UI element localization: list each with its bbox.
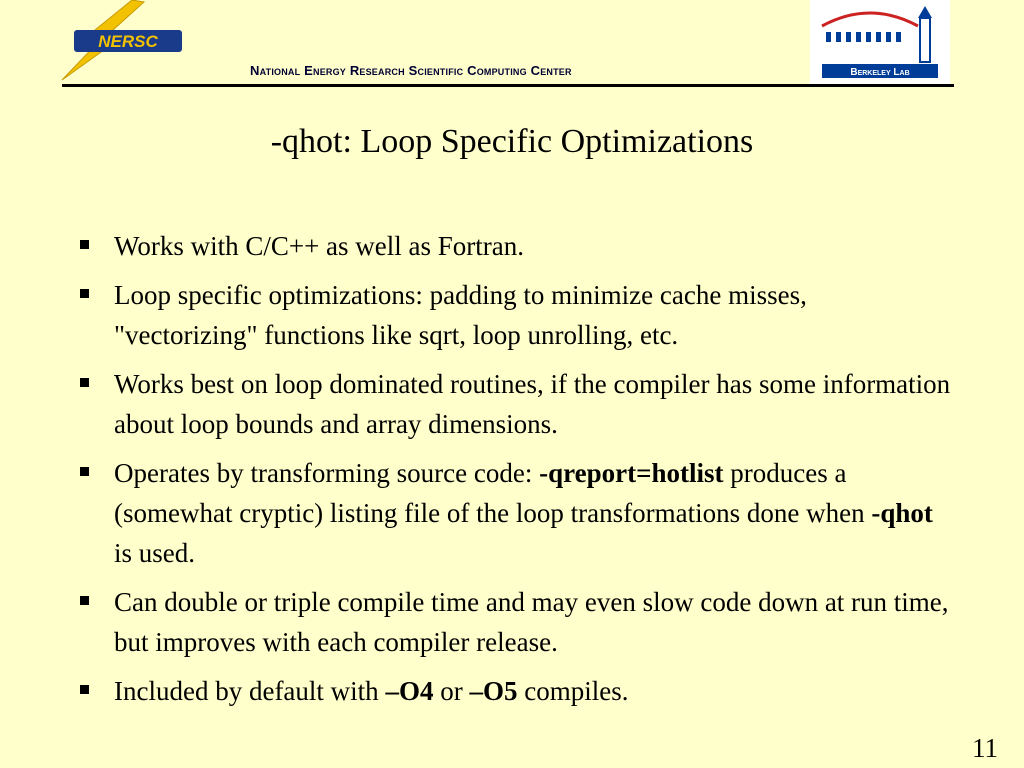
page-number: 11	[972, 733, 998, 763]
bullet-text: Can double or triple compile time and may even slow code down at run time, but improves with each compiler release.	[114, 587, 949, 657]
bullet-text: compiles.	[517, 676, 629, 706]
bullet-item	[76, 275, 956, 355]
bullet-text-bold: –O4	[385, 676, 434, 706]
slide-title: -qhot: Loop Specific Optimizations	[270, 123, 754, 160]
bullet-text: Works best on loop dominated routines, if the compiler has some information about loop bounds and array dimensions.	[114, 369, 951, 439]
bullet-text: or	[433, 676, 470, 706]
berkeley-lab-logo	[810, 0, 950, 84]
berkeley-logo-text: Berkeley Lab	[850, 67, 910, 78]
square-bullet-icon	[80, 378, 89, 387]
square-bullet-icon	[80, 685, 89, 694]
bullet-item	[76, 453, 956, 573]
bullet-text: Operates by transforming source code:	[114, 458, 540, 488]
header-divider	[62, 84, 954, 87]
bullet-text-bold: -qhot	[871, 498, 933, 528]
bullet-item	[76, 364, 956, 444]
bullet-list	[76, 226, 956, 720]
bullet-item	[76, 226, 956, 266]
bullet-text-bold: –O5	[469, 676, 518, 706]
square-bullet-icon	[80, 289, 89, 298]
square-bullet-icon	[80, 596, 89, 605]
bullet-text: Included by default with	[114, 676, 386, 706]
bullet-text-bold: -qreport=hotlist	[539, 458, 724, 488]
nersc-logo	[34, 0, 186, 84]
nersc-lightning-icon	[34, 0, 186, 84]
bullet-item	[76, 671, 956, 711]
square-bullet-icon	[80, 467, 89, 476]
bullet-text: produces a (somewhat cryptic) listing file of the loop transformations done when	[114, 458, 872, 528]
org-name: National Energy Research Scientific Computing Center	[250, 63, 572, 78]
bullet-item	[76, 582, 956, 662]
bullet-text: Loop specific optimizations: padding to minimize cache misses, "vectorizing" functions like sqrt, loop unrolling, etc.	[114, 280, 807, 350]
bullet-text: is used.	[114, 538, 195, 568]
berkeley-lab-icon	[810, 0, 950, 84]
bullet-text: Works with C/C++ as well as Fortran.	[114, 231, 524, 261]
nersc-logo-text: NERSC	[98, 32, 158, 51]
square-bullet-icon	[80, 240, 89, 249]
